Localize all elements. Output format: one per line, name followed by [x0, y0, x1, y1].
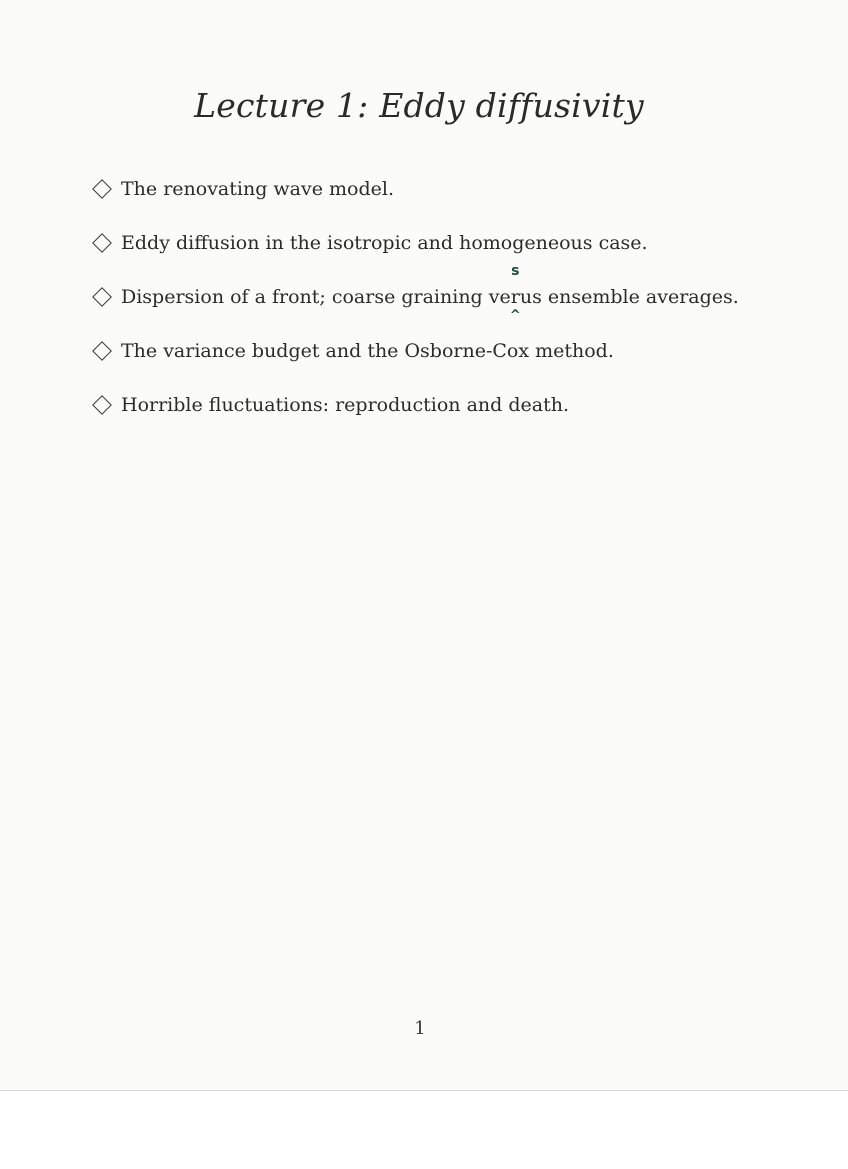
handwritten-caret-icon: ^ — [509, 308, 521, 323]
diamond-bullet-icon — [92, 179, 112, 199]
topic-text-after: us ensemble averages. — [519, 286, 739, 308]
topic-list — [92, 162, 739, 432]
topic-text-before: Dispersion of a front; coarse graining ve — [121, 286, 511, 308]
handwritten-correction — [509, 263, 521, 323]
diamond-bullet-icon — [92, 287, 112, 307]
topic-text — [121, 263, 739, 323]
topic-item-front-dispersion — [92, 263, 739, 324]
topic-text-marked: r — [510, 286, 520, 308]
topic-item-horrible-fluctuations — [92, 378, 739, 432]
topic-text: The renovating wave model. — [121, 178, 394, 200]
handwritten-insert-s: s — [511, 263, 520, 279]
lecture-title: Lecture 1: Eddy diffusivity — [194, 86, 644, 125]
page-edge-divider — [0, 1090, 848, 1091]
diamond-bullet-icon — [92, 341, 112, 361]
topic-item-eddy-diffusion — [92, 216, 739, 270]
topic-text: Eddy diffusion in the isotropic and homogeneous case. — [121, 232, 648, 254]
diamond-bullet-icon — [92, 395, 112, 415]
topic-item-variance-budget — [92, 324, 739, 378]
topic-text: The variance budget and the Osborne-Cox method. — [121, 340, 614, 362]
diamond-bullet-icon — [92, 233, 112, 253]
topic-item-renovating-wave — [92, 162, 739, 216]
page-number: 1 — [414, 1018, 426, 1039]
topic-text: Horrible fluctuations: reproduction and death. — [121, 394, 569, 416]
